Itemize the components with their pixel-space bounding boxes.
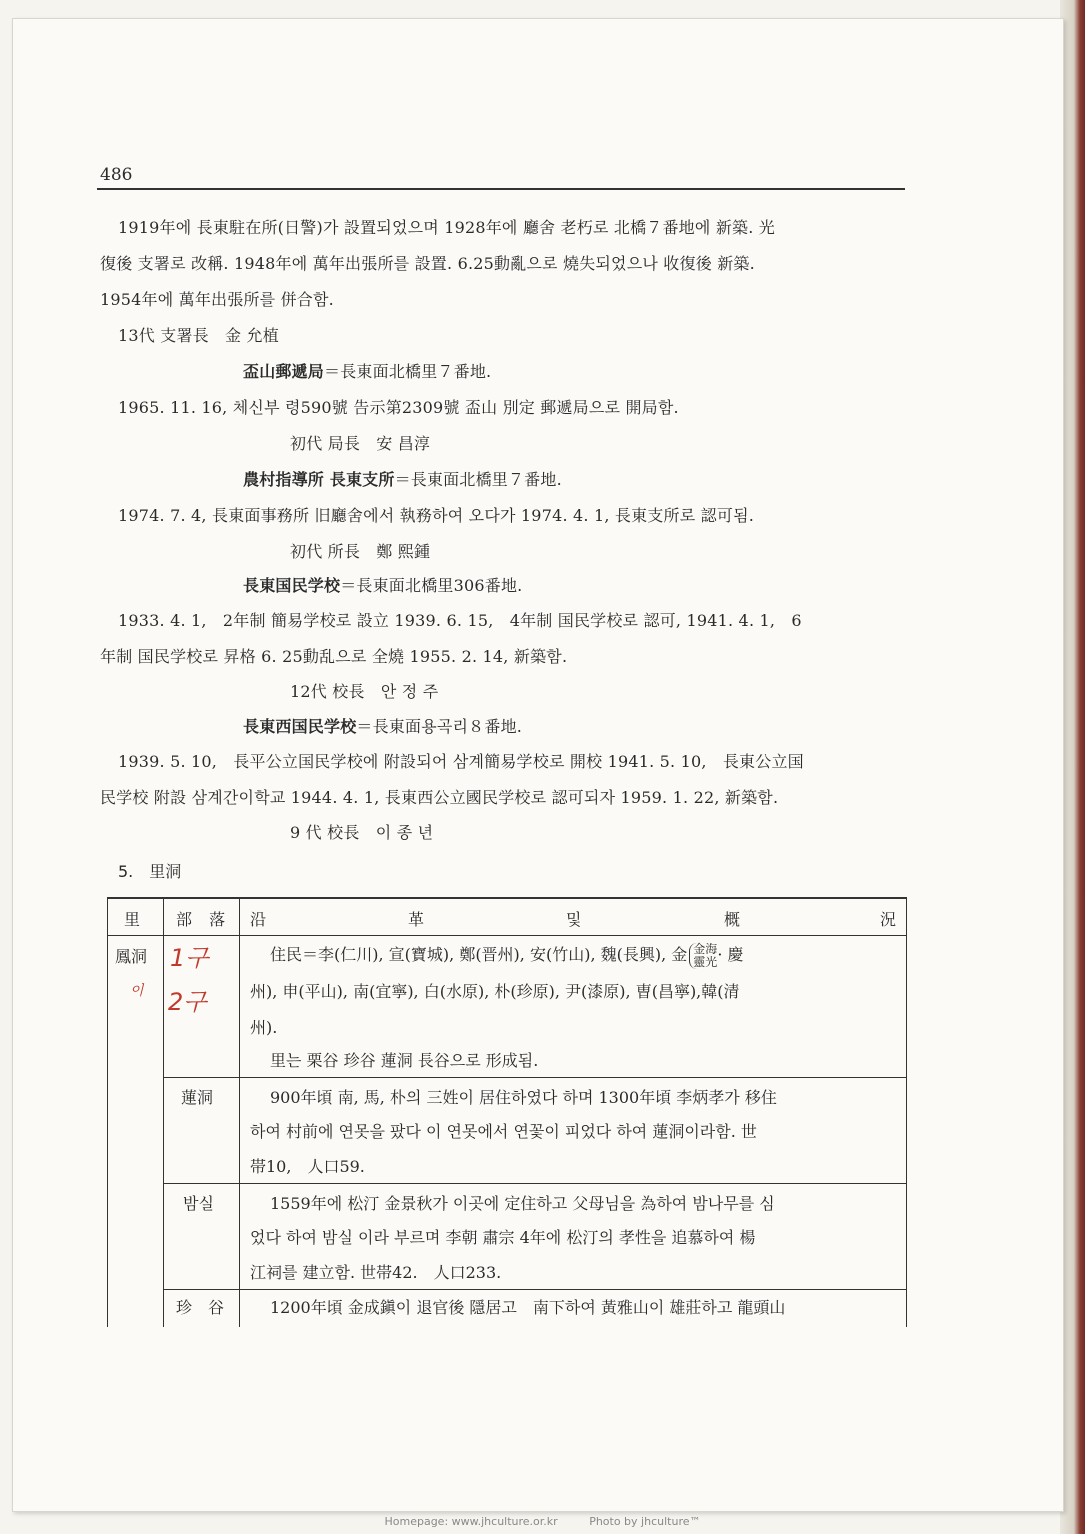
handwritten-note: 이 [130, 983, 144, 999]
entry-head: 12代 校長 안 정 주 [290, 682, 439, 701]
entry-line: 民学校 附設 삼계간이학교 1944. 4. 1, 長東西公立國民学校로 認可되자 1959. 1. 22, 新築함. [100, 788, 779, 807]
entry-address: ＝長東面北橋里７番地. [324, 362, 492, 381]
entry-address: ＝長東面北橋里７番地. [394, 470, 562, 489]
officer-line: 13代 支署長 金 允植 [118, 326, 279, 345]
entry-title: 長東西国民学校 [243, 717, 357, 736]
table-left-border [107, 897, 108, 1327]
row-text-line: 1559年에 松汀 金景秋가 이곳에 定住하고 父母님을 為하여 밤나무를 심 [270, 1194, 775, 1213]
row-text-line [270, 942, 744, 969]
entry-line: 1939. 5. 10, 長平公立国民学校에 附設되어 삼계簡易学校로 開校 1941. 5. 10, 長東公立国 [118, 752, 804, 771]
handwritten-note: 2구 [168, 988, 207, 1016]
village-name: 珍 谷 [176, 1298, 225, 1317]
entry-heading [243, 573, 522, 596]
row-text-line: 里는 栗谷 珍谷 蓮洞 長谷으로 形成됨. [270, 1051, 539, 1070]
table-right-border [906, 897, 907, 1327]
village-name: 밤실 [183, 1194, 214, 1213]
gloss-top: 金海 [693, 941, 718, 956]
paragraph-line: 1919年에 長東駐在所(日警)가 設置되었으며 1928年에 廳舍 老朽로 北橋７番地에 新築. 光 [118, 218, 776, 237]
header-history-1: 沿 [250, 910, 267, 929]
entry-line: 1965. 11. 16, 체신부 령590號 告示第2309號 盃山 別定 郵遞局으로 開局함. [118, 398, 679, 417]
row-text-line: 하여 村前에 연못을 팠다 이 연못에서 연꽃이 피었다 하여 蓮洞이라함. 世 [250, 1122, 757, 1141]
table-row-divider [163, 1289, 906, 1290]
row-text: 住民＝李(仁川), 宣(寶城), 鄭(晋州), 安(竹山), 魏(長興), 金 [270, 945, 688, 964]
li-name: 鳳洞 [115, 947, 148, 966]
row-text-line: 900年頃 南, 馬, 朴의 三姓이 居住하였다 하며 1300年頃 李炳孝가 移住 [270, 1088, 777, 1107]
table-header-border [107, 935, 907, 936]
entry-head: 初代 局長 安 昌淳 [290, 434, 431, 453]
entry-line: 1974. 7. 4, 長東面事務所 旧廳舍에서 執務하여 오다가 1974. 4. 1, 長東支所로 認可됨. [118, 506, 755, 525]
row-text-line: 州), 申(平山), 南(宜寧), 白(水原), 朴(珍原), 尹(漆原), 曺(昌寧),韓(清 [250, 982, 740, 1001]
entry-head: 初代 所長 鄭 熙鍾 [290, 542, 431, 561]
entry-heading [243, 467, 562, 490]
paragraph-line: 1954年에 萬年出張所를 併合함. [100, 290, 334, 309]
entry-title: 長東国民学校 [243, 576, 341, 595]
section-title: 5. 里洞 [118, 862, 182, 881]
header-rule [97, 188, 905, 190]
header-history-4: 概 [724, 910, 741, 929]
table-col-divider [239, 897, 240, 1327]
header-li: 里 [124, 910, 141, 929]
gloss-after: · 慶 [717, 945, 744, 964]
entry-address: ＝長東面北橋里306番地. [340, 576, 523, 595]
row-text-line: 州). [250, 1018, 278, 1037]
table-top-border [107, 897, 907, 899]
table-col-divider [163, 897, 164, 1327]
table-row-divider [163, 1077, 906, 1078]
header-history-3: 및 [566, 910, 582, 929]
entry-title: 盃山郵遞局 [243, 362, 325, 381]
photo-credit-footer [0, 1515, 1085, 1528]
entry-head: 9 代 校長 이 종 년 [290, 823, 434, 842]
footer-homepage: Homepage: www.jhculture.or.kr [384, 1515, 558, 1528]
handwritten-note: 1구 [170, 944, 209, 972]
entry-title: 農村指導所 長東支所 [243, 470, 395, 489]
header-history-2: 革 [408, 910, 425, 929]
header-village: 部 落 [176, 910, 232, 929]
row-text-line: 었다 하여 밤실 이라 부르며 李朝 肅宗 4年에 松汀의 孝性을 追慕하여 楊 [250, 1228, 756, 1247]
table-row-divider [163, 1183, 906, 1184]
paragraph-line: 復後 支署로 改稱. 1948年에 萬年出張所를 設置. 6.25動亂으로 燒失되었으나 收復後 新築. [100, 254, 755, 273]
page-number: 486 [100, 165, 133, 185]
entry-heading [243, 359, 491, 382]
entry-line: 年制 国民学校로 昇格 6. 25動乱으로 全燒 1955. 2. 14, 新築함. [100, 647, 568, 666]
entry-heading [243, 714, 522, 737]
header-history-5: 況 [880, 910, 897, 929]
footer-photo: Photo by jhculture™ [589, 1515, 701, 1528]
entry-line: 1933. 4. 1, 2年制 簡易学校로 設立 1939. 6. 15, 4年制 国民学校로 認可, 1941. 4. 1, 6 [118, 611, 802, 630]
bracket-gloss [689, 943, 717, 969]
entry-address: ＝長東面용곡리８番地. [356, 717, 523, 736]
village-name: 蓮洞 [181, 1088, 214, 1107]
row-text-line: 1200年頃 金成鎭이 退官後 隱居고 南下하여 黃雅山이 雄莊하고 龍頭山 [270, 1298, 786, 1317]
row-text-line: 江祠를 建立함. 世帯42. 人口233. [250, 1263, 502, 1282]
row-text-line: 帯10, 人口59. [250, 1157, 365, 1176]
gloss-bottom: 靈光 [693, 954, 718, 969]
